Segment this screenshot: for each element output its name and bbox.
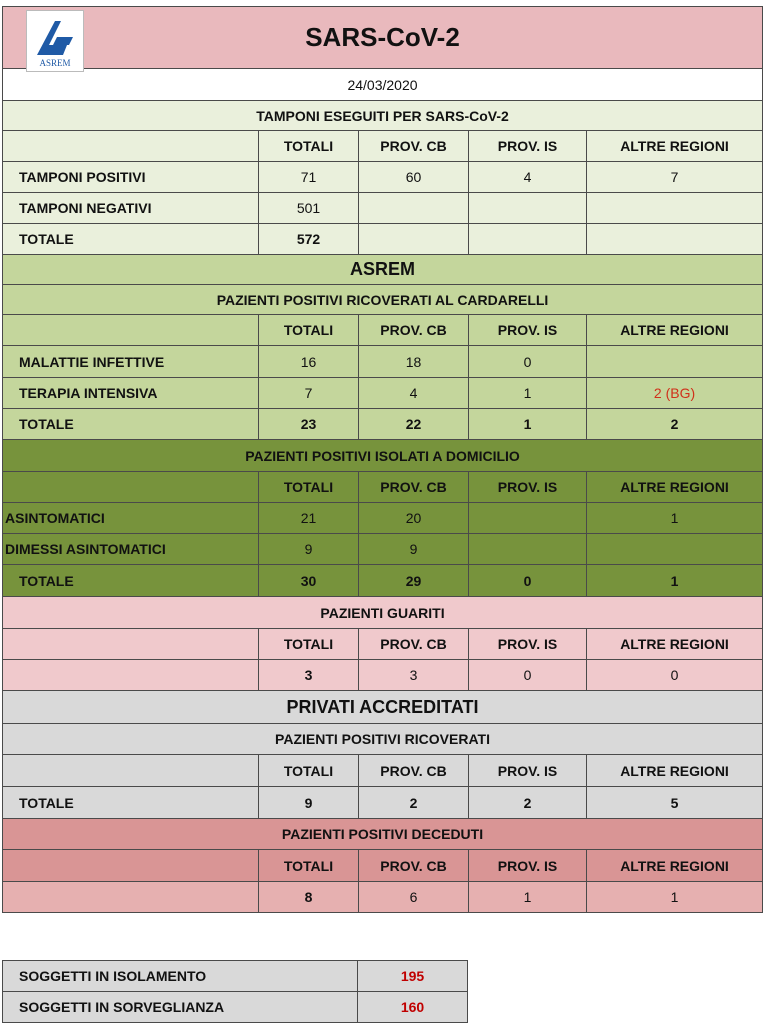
cell: 7 (587, 162, 763, 193)
domicilio-heading: PAZIENTI POSITIVI ISOLATI A DOMICILIO (3, 440, 763, 472)
empty-cell (3, 755, 259, 787)
cell: 0 (587, 660, 763, 691)
deceduti-column-headers (3, 850, 763, 882)
table-row (3, 162, 763, 193)
domicilio-column-headers (3, 472, 763, 503)
cell (469, 503, 587, 534)
covid-report-sheet (2, 6, 762, 913)
col-header: ALTRE REGIONI (587, 472, 763, 503)
cell (587, 193, 763, 224)
cell (359, 193, 469, 224)
row-label: MALATTIE INFETTIVE (3, 346, 259, 378)
empty-cell (3, 131, 259, 162)
cell: 29 (359, 565, 469, 597)
cell: 8 (259, 882, 359, 913)
cell (469, 534, 587, 565)
guariti-heading: PAZIENTI GUARITI (3, 597, 763, 629)
cell (469, 224, 587, 255)
col-header: PROV. IS (469, 850, 587, 882)
cell (469, 193, 587, 224)
table-row (3, 503, 763, 534)
cell (587, 346, 763, 378)
cell: 9 (259, 534, 359, 565)
summary-row (3, 992, 468, 1023)
table-row (3, 224, 763, 255)
col-header: TOTALI (259, 755, 359, 787)
summary-row (3, 961, 468, 992)
cardarelli-heading: PAZIENTI POSITIVI RICOVERATI AL CARDARELLI (3, 285, 763, 315)
cell: 60 (359, 162, 469, 193)
empty-cell (3, 660, 259, 691)
row-label: TAMPONI POSITIVI (3, 162, 259, 193)
cell: 5 (587, 787, 763, 819)
deceduti-heading: PAZIENTI POSITIVI DECEDUTI (3, 819, 763, 850)
col-header: PROV. CB (359, 472, 469, 503)
cell: 2 (587, 409, 763, 440)
table-row (3, 193, 763, 224)
empty-cell (3, 315, 259, 346)
row-label: TOTALE (3, 565, 259, 597)
cell: 0 (469, 565, 587, 597)
col-header: PROV. CB (359, 131, 469, 162)
cell: 22 (359, 409, 469, 440)
empty-cell (3, 850, 259, 882)
table-row (3, 787, 763, 819)
col-header: PROV. IS (469, 755, 587, 787)
empty-cell (3, 472, 259, 503)
privati-heading: PRIVATI ACCREDITATI (3, 691, 763, 724)
cell: 2 (359, 787, 469, 819)
col-header: PROV. CB (359, 629, 469, 660)
summary-table (2, 960, 468, 1023)
col-header: PROV. CB (359, 755, 469, 787)
privati-column-headers (3, 755, 763, 787)
col-header: TOTALI (259, 315, 359, 346)
cell: 21 (259, 503, 359, 534)
cell: 20 (359, 503, 469, 534)
row-label: DIMESSI ASINTOMATICI (3, 534, 259, 565)
empty-cell (3, 629, 259, 660)
cell: 572 (259, 224, 359, 255)
col-header: ALTRE REGIONI (587, 315, 763, 346)
col-header: ALTRE REGIONI (587, 131, 763, 162)
row-label: ASINTOMATICI (3, 503, 259, 534)
cell: 501 (259, 193, 359, 224)
cell: 71 (259, 162, 359, 193)
privati-ricoverati-heading: PAZIENTI POSITIVI RICOVERATI (3, 724, 763, 755)
summary-label: SOGGETTI IN ISOLAMENTO (3, 961, 358, 992)
table-row (3, 409, 763, 440)
cell: 1 (587, 882, 763, 913)
cell: 0 (469, 660, 587, 691)
main-table (2, 6, 763, 913)
cell: 30 (259, 565, 359, 597)
row-label: TERAPIA INTENSIVA (3, 378, 259, 409)
asrem-logo (26, 10, 84, 72)
cell: 16 (259, 346, 359, 378)
empty-cell (3, 882, 259, 913)
col-header: PROV. IS (469, 472, 587, 503)
asrem-heading: ASREM (3, 255, 763, 285)
cell-highlight: 2 (BG) (587, 378, 763, 409)
tamponi-column-headers (3, 131, 763, 162)
cell: 9 (259, 787, 359, 819)
col-header: PROV. IS (469, 131, 587, 162)
cell: 7 (259, 378, 359, 409)
table-row (3, 534, 763, 565)
cell: 1 (469, 378, 587, 409)
asrem-logo-icon (27, 11, 83, 71)
col-header: TOTALI (259, 472, 359, 503)
col-header: TOTALI (259, 629, 359, 660)
page-title: SARS-CoV-2 (3, 7, 763, 69)
col-header: PROV. IS (469, 315, 587, 346)
summary-label: SOGGETTI IN SORVEGLIANZA (3, 992, 358, 1023)
summary-value: 195 (358, 961, 468, 992)
table-row (3, 346, 763, 378)
row-label: TOTALE (3, 787, 259, 819)
col-header: PROV. IS (469, 629, 587, 660)
cell: 9 (359, 534, 469, 565)
table-row (3, 378, 763, 409)
col-header: TOTALI (259, 131, 359, 162)
cell: 23 (259, 409, 359, 440)
cell (587, 224, 763, 255)
cell (359, 224, 469, 255)
col-header: ALTRE REGIONI (587, 755, 763, 787)
table-row (3, 660, 763, 691)
cell: 3 (259, 660, 359, 691)
guariti-column-headers (3, 629, 763, 660)
cell: 4 (359, 378, 469, 409)
cell: 6 (359, 882, 469, 913)
report-date: 24/03/2020 (3, 69, 763, 101)
cell: 0 (469, 346, 587, 378)
cell: 1 (587, 565, 763, 597)
cell: 3 (359, 660, 469, 691)
cell: 4 (469, 162, 587, 193)
cell: 2 (469, 787, 587, 819)
row-label: TAMPONI NEGATIVI (3, 193, 259, 224)
cardarelli-column-headers (3, 315, 763, 346)
col-header: PROV. CB (359, 315, 469, 346)
table-row (3, 882, 763, 913)
table-row (3, 565, 763, 597)
cell: 1 (469, 882, 587, 913)
cell: 18 (359, 346, 469, 378)
col-header: TOTALI (259, 850, 359, 882)
col-header: PROV. CB (359, 850, 469, 882)
svg-text:ASREM: ASREM (39, 58, 71, 68)
row-label: TOTALE (3, 409, 259, 440)
col-header: ALTRE REGIONI (587, 629, 763, 660)
cell: 1 (469, 409, 587, 440)
row-label: TOTALE (3, 224, 259, 255)
cell (587, 534, 763, 565)
summary-value: 160 (358, 992, 468, 1023)
col-header: ALTRE REGIONI (587, 850, 763, 882)
tamponi-heading: TAMPONI ESEGUITI PER SARS-CoV-2 (3, 101, 763, 131)
cell: 1 (587, 503, 763, 534)
